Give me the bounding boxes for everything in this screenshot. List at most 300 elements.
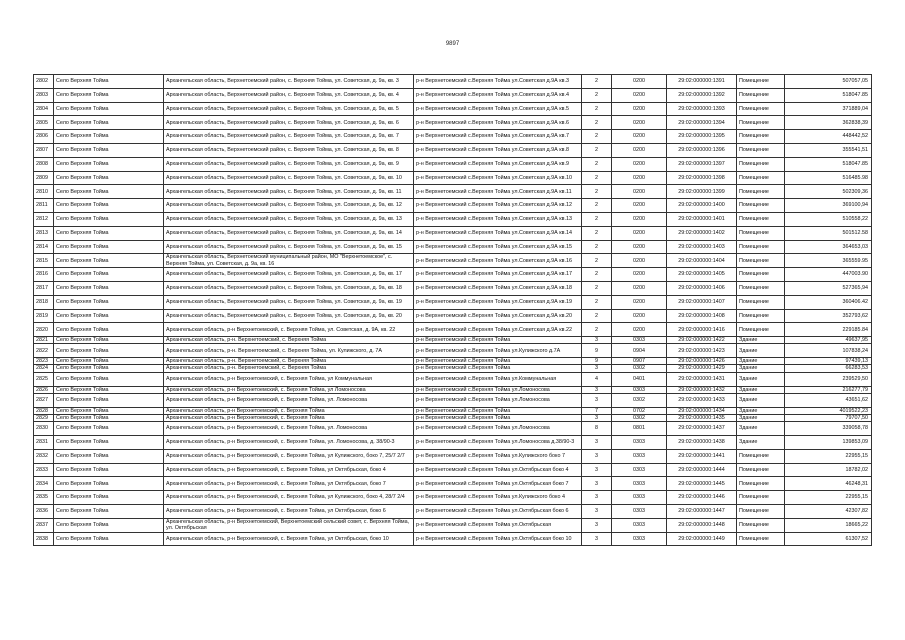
group-code-cell: 2 [582,102,612,116]
registered-address-cell: р-н Верхнетоемский с.Верхняя Тойма ул.Кулижского д.7А [414,344,582,358]
address-cell: Архангельская область, р-н Верхнетоемский, с. Верхняя Тойма [164,407,414,414]
address-cell: Архангельская область, р-н. Верхнетоемский, с. Верхняя Тойма [164,358,414,365]
table-row [34,143,872,157]
cadastral-number-cell: 29:02:000000:1433 [667,393,737,407]
registered-address-cell: р-н Верхнетоемский с.Верхняя Тойма ул.Советская д.9А кв.14 [414,226,582,240]
registered-address-cell: р-н Верхнетоемский с.Верхняя Тойма ул.Кулижского боко 4 [414,491,582,505]
settlement-cell: Село Верхняя Тойма [54,386,164,393]
address-cell: Архангельская область, Верхнетоемский муниципальный район, МО "Верхнетоемское", с. Верхняя Тойма, ул. Советская, д. 9а, кв. 16 [164,254,414,268]
settlement-cell: Село Верхняя Тойма [54,171,164,185]
row-number-cell: 2809 [34,171,54,185]
cadastral-value-cell: 364653,03 [785,240,872,254]
row-number-cell: 2822 [34,344,54,358]
table-row [34,365,872,372]
table-row [34,414,872,421]
object-type-cell: Здание [737,372,785,386]
object-type-cell: Здание [737,365,785,372]
type-code-cell: 0200 [612,268,667,282]
type-code-cell: 0302 [612,393,667,407]
row-number-cell: 2810 [34,185,54,199]
object-type-cell: Помещение [737,518,785,532]
object-type-cell: Помещение [737,102,785,116]
registered-address-cell: р-н Верхнетоемский с.Верхняя Тойма ул.Октябрьская боко 6 [414,504,582,518]
row-number-cell: 2825 [34,372,54,386]
row-number-cell: 2813 [34,226,54,240]
group-code-cell: 3 [582,532,612,546]
table-row [34,295,872,309]
registered-address-cell: р-н Верхнетоемский с.Верхняя Тойма ул.Советская д.9А кв.17 [414,268,582,282]
object-type-cell: Помещение [737,75,785,89]
table-row [34,386,872,393]
registered-address-cell: р-н Верхнетоемский с.Верхняя Тойма ул.Советская д.9А кв.19 [414,295,582,309]
type-code-cell: 0200 [612,143,667,157]
settlement-cell: Село Верхняя Тойма [54,212,164,226]
cadastral-number-cell: 29:02:000000:1447 [667,504,737,518]
address-cell: Архангельская область, Верхнетоемский район, с. Верхняя Тойма, ул. Советская, д. 9а, кв. 14 [164,226,414,240]
address-cell: Архангельская область, Верхнетоемский район, с. Верхняя Тойма, ул. Советская, д. 9а, кв. 5 [164,102,414,116]
row-number-cell: 2806 [34,130,54,144]
cadastral-number-cell: 29:02:000000:1406 [667,281,737,295]
row-number-cell: 2818 [34,295,54,309]
type-code-cell: 0200 [612,199,667,213]
cadastral-number-cell: 29:02:000000:1393 [667,102,737,116]
type-code-cell: 0302 [612,414,667,421]
table-row [34,88,872,102]
object-type-cell: Здание [737,337,785,344]
group-code-cell: 2 [582,171,612,185]
group-code-cell: 3 [582,435,612,449]
type-code-cell: 0303 [612,477,667,491]
table-row [34,323,872,337]
cadastral-value-cell: 97439,13 [785,358,872,365]
address-cell: Архангельская область, Верхнетоемский район, с. Верхняя Тойма, ул. Советская, д. 9а, кв. 17 [164,268,414,282]
row-number-cell: 2811 [34,199,54,213]
settlement-cell: Село Верхняя Тойма [54,344,164,358]
group-code-cell: 2 [582,75,612,89]
settlement-cell: Село Верхняя Тойма [54,143,164,157]
table-row [34,102,872,116]
address-cell: Архангельская область, Верхнетоемский район, с. Верхняя Тойма, ул. Советская, д. 9а, кв. 4 [164,88,414,102]
row-number-cell: 2837 [34,518,54,532]
table-row [34,393,872,407]
row-number-cell: 2833 [34,463,54,477]
row-number-cell: 2807 [34,143,54,157]
group-code-cell: 7 [582,407,612,414]
cadastral-number-cell: 29:02:000000:1434 [667,407,737,414]
cadastral-number-cell: 29:02:000000:1392 [667,88,737,102]
object-type-cell: Здание [737,386,785,393]
row-number-cell: 2804 [34,102,54,116]
table-row [34,75,872,89]
object-type-cell: Здание [737,393,785,407]
cadastral-number-cell: 29:02:000000:1444 [667,463,737,477]
cadastral-value-cell: 355541,51 [785,143,872,157]
type-code-cell: 0303 [612,532,667,546]
address-cell: Архангельская область, р-н Верхнетоемский, с. Верхняя Тойма, ул Кулижского, боко 7, 25/7 2/7 [164,449,414,463]
row-number-cell: 2835 [34,491,54,505]
type-code-cell: 0303 [612,463,667,477]
registered-address-cell: р-н Верхнетоемский с.Верхняя Тойма ул.Коммунальная [414,372,582,386]
settlement-cell: Село Верхняя Тойма [54,532,164,546]
object-type-cell: Помещение [737,185,785,199]
cadastral-value-cell: 352793,62 [785,309,872,323]
object-type-cell: Помещение [737,532,785,546]
address-cell: Архангельская область, р-н Верхнетоемский, с. Верхняя Тойма, ул. Ломоносова, д. 38/90-3 [164,435,414,449]
row-number-cell: 2834 [34,477,54,491]
group-code-cell: 2 [582,268,612,282]
row-number-cell: 2820 [34,323,54,337]
cadastral-number-cell: 29:02:000000:1402 [667,226,737,240]
settlement-cell: Село Верхняя Тойма [54,130,164,144]
object-type-cell: Помещение [737,240,785,254]
cadastral-value-cell: 43651,62 [785,393,872,407]
cadastral-value-cell: 216277,79 [785,386,872,393]
registered-address-cell: р-н Верхнетоемский с.Верхняя Тойма ул.Советская д.9А кв.9 [414,157,582,171]
settlement-cell: Село Верхняя Тойма [54,358,164,365]
table-row [34,281,872,295]
group-code-cell: 3 [582,365,612,372]
type-code-cell: 0303 [612,435,667,449]
address-cell: Архангельская область, р-н Верхнетоемский, Верхнетоемский сельский совет, с. Верхняя Тойма, ул. Октябрьская [164,518,414,532]
cadastral-value-cell: 518047.85 [785,88,872,102]
row-number-cell: 2802 [34,75,54,89]
cadastral-number-cell: 29:02:000000:1400 [667,199,737,213]
cadastral-number-cell: 29:02:000000:1435 [667,414,737,421]
group-code-cell: 3 [582,414,612,421]
settlement-cell: Село Верхняя Тойма [54,414,164,421]
type-code-cell: 0303 [612,491,667,505]
settlement-cell: Село Верхняя Тойма [54,372,164,386]
cadastral-number-cell: 29:02:000000:1446 [667,491,737,505]
address-cell: Архангельская область, Верхнетоемский район, с. Верхняя Тойма, ул. Советская, д. 9а, кв. 3 [164,75,414,89]
cadastral-number-cell: 29:02:000000:1432 [667,386,737,393]
cadastral-value-cell: 18665,22 [785,518,872,532]
row-number-cell: 2805 [34,116,54,130]
address-cell: Архангельская область, р-н. Верхнетоемский, с. Верхняя Тойма [164,365,414,372]
group-code-cell: 2 [582,323,612,337]
table-row [34,491,872,505]
registered-address-cell: р-н Верхнетоемский с.Верхняя Тойма ул.Советская д.9А кв.3 [414,75,582,89]
table-row [34,504,872,518]
settlement-cell: Село Верхняя Тойма [54,449,164,463]
table-row [34,477,872,491]
type-code-cell: 0904 [612,344,667,358]
settlement-cell: Село Верхняя Тойма [54,254,164,268]
cadastral-value-cell: 365559.95 [785,254,872,268]
object-type-cell: Помещение [737,171,785,185]
registered-address-cell: р-н Верхнетоемский с.Верхняя Тойма ул.Кулижского боко 7 [414,449,582,463]
address-cell: Архангельская область, р-н Верхнетоемский, с. Верхняя Тойма, ул Октябрьская, боко 10 [164,532,414,546]
group-code-cell: 2 [582,199,612,213]
group-code-cell: 3 [582,477,612,491]
cadastral-value-cell: 510558,22 [785,212,872,226]
object-type-cell: Помещение [737,226,785,240]
settlement-cell: Село Верхняя Тойма [54,365,164,372]
registered-address-cell: р-н Верхнетоемский с.Верхняя Тойма ул.Советская д.9А кв.10 [414,171,582,185]
table-row [34,435,872,449]
settlement-cell: Село Верхняя Тойма [54,240,164,254]
page-number: 9897 [445,41,460,47]
registered-address-cell: р-н Верхнетоемский с.Верхняя Тойма ул.Советская д.9А кв.4 [414,88,582,102]
row-number-cell: 2803 [34,88,54,102]
cadastral-number-cell: 29:02:000000:1422 [667,337,737,344]
settlement-cell: Село Верхняя Тойма [54,518,164,532]
cadastral-value-cell: 501512.58 [785,226,872,240]
row-number-cell: 2817 [34,281,54,295]
settlement-cell: Село Верхняя Тойма [54,463,164,477]
address-cell: Архангельская область, Верхнетоемский район, с. Верхняя Тойма, ул. Советская, д. 9а, кв. 18 [164,281,414,295]
group-code-cell: 2 [582,143,612,157]
registered-address-cell: р-н Верхнетоемский с.Верхняя Тойма ул.Советская д.9А кв.18 [414,281,582,295]
cadastral-number-cell: 29:02:000000:1429 [667,365,737,372]
table-row [34,344,872,358]
group-code-cell: 3 [582,386,612,393]
cadastral-value-cell: 339058,78 [785,422,872,436]
group-code-cell: 8 [582,422,612,436]
table-row [34,337,872,344]
row-number-cell: 2814 [34,240,54,254]
group-code-cell: 3 [582,393,612,407]
cadastral-number-cell: 29:02:000000:1426 [667,358,737,365]
type-code-cell: 0303 [612,518,667,532]
row-number-cell: 2838 [34,532,54,546]
settlement-cell: Село Верхняя Тойма [54,491,164,505]
type-code-cell: 0200 [612,75,667,89]
type-code-cell: 0303 [612,449,667,463]
settlement-cell: Село Верхняя Тойма [54,477,164,491]
row-number-cell: 2816 [34,268,54,282]
object-type-cell: Помещение [737,143,785,157]
cadastral-number-cell: 29:02:000000:1403 [667,240,737,254]
group-code-cell: 2 [582,212,612,226]
group-code-cell: 9 [582,358,612,365]
row-number-cell: 2823 [34,358,54,365]
group-code-cell: 4 [582,372,612,386]
table-row [34,185,872,199]
object-type-cell: Здание [737,407,785,414]
address-cell: Архангельская область, р-н Верхнетоемский, с. Верхняя Тойма, ул. Советская, д. 9А, кв. 22 [164,323,414,337]
settlement-cell: Село Верхняя Тойма [54,337,164,344]
object-type-cell: Помещение [737,116,785,130]
object-type-cell: Помещение [737,130,785,144]
address-cell: Архангельская область, р-н Верхнетоемский, с. Верхняя Тойма, ул. Ломоносова [164,422,414,436]
object-type-cell: Помещение [737,309,785,323]
registered-address-cell: р-н Верхнетоемский с.Верхняя Тойма ул.Ломоносова [414,393,582,407]
address-cell: Архангельская область, р-н Верхнетоемский, с. Верхняя Тойма, ул Ломоносова [164,386,414,393]
cadastral-number-cell: 29:02:000000:1398 [667,171,737,185]
address-cell: Архангельская область, р-н. Верхнетоемский, с. Верхняя Тойма [164,337,414,344]
group-code-cell: 9 [582,344,612,358]
registered-address-cell: р-н Верхнетоемский с.Верхняя Тойма ул.Ломоносова д.38/90-3 [414,435,582,449]
object-type-cell: Помещение [737,199,785,213]
registered-address-cell: р-н Верхнетоемский с.Верхняя Тойма ул.Советская д.9А кв.22 [414,323,582,337]
registered-address-cell: р-н Верхнетоемский с.Верхняя Тойма ул.Советская д.9А кв.11 [414,185,582,199]
cadastral-number-cell: 29:02:000000:1437 [667,422,737,436]
object-type-cell: Помещение [737,157,785,171]
table-row [34,358,872,365]
row-number-cell: 2828 [34,407,54,414]
object-type-cell: Помещение [737,295,785,309]
object-type-cell: Помещение [737,477,785,491]
cadastral-number-cell: 29:02:000000:1395 [667,130,737,144]
group-code-cell: 2 [582,309,612,323]
cadastral-value-cell: 18782,02 [785,463,872,477]
settlement-cell: Село Верхняя Тойма [54,226,164,240]
registered-address-cell: р-н Верхнетоемский с.Верхняя Тойма ул.Октябрьская боко 4 [414,463,582,477]
group-code-cell: 2 [582,295,612,309]
registered-address-cell: р-н Верхнетоемский с.Верхняя Тойма [414,365,582,372]
cadastral-value-cell: 139853,09 [785,435,872,449]
row-number-cell: 2821 [34,337,54,344]
group-code-cell: 3 [582,504,612,518]
settlement-cell: Село Верхняя Тойма [54,268,164,282]
table-row [34,372,872,386]
object-type-cell: Здание [737,358,785,365]
settlement-cell: Село Верхняя Тойма [54,309,164,323]
cadastral-value-cell: 447003.90 [785,268,872,282]
cadastral-number-cell: 29:02:000000:1448 [667,518,737,532]
row-number-cell: 2819 [34,309,54,323]
settlement-cell: Село Верхняя Тойма [54,435,164,449]
object-type-cell: Помещение [737,212,785,226]
cadastral-value-cell: 107838,24 [785,344,872,358]
address-cell: Архангельская область, Верхнетоемский район, с. Верхняя Тойма, ул. Советская, д. 9а, кв. 19 [164,295,414,309]
row-number-cell: 2827 [34,393,54,407]
settlement-cell: Село Верхняя Тойма [54,199,164,213]
cadastral-value-cell: 362838,39 [785,116,872,130]
object-type-cell: Помещение [737,491,785,505]
address-cell: Архангельская область, Верхнетоемский район, с. Верхняя Тойма, ул. Советская, д. 9а, кв. 8 [164,143,414,157]
row-number-cell: 2836 [34,504,54,518]
cadastral-number-cell: 29:02:000000:1407 [667,295,737,309]
table-row [34,157,872,171]
address-cell: Архангельская область, Верхнетоемский район, с. Верхняя Тойма, ул. Советская, д. 9а, кв. 10 [164,171,414,185]
table-row [34,199,872,213]
registered-address-cell: р-н Верхнетоемский с.Верхняя Тойма ул.Советская д.9А кв.16 [414,254,582,268]
group-code-cell: 3 [582,449,612,463]
group-code-cell: 3 [582,463,612,477]
registered-address-cell: р-н Верхнетоемский с.Верхняя Тойма ул.Октябрьская боко 10 [414,532,582,546]
settlement-cell: Село Верхняя Тойма [54,295,164,309]
settlement-cell: Село Верхняя Тойма [54,116,164,130]
cadastral-number-cell: 29:02:000000:1404 [667,254,737,268]
settlement-cell: Село Верхняя Тойма [54,504,164,518]
cadastral-value-cell: 369100,94 [785,199,872,213]
cadastral-value-cell: 79707,50 [785,414,872,421]
object-type-cell: Помещение [737,449,785,463]
cadastral-value-cell: 371889,04 [785,102,872,116]
table-row [34,254,872,268]
cadastral-value-cell: 360406.42 [785,295,872,309]
table-row [34,309,872,323]
table-row [34,171,872,185]
registered-address-cell: р-н Верхнетоемский с.Верхняя Тойма ул.Октябрьская [414,518,582,532]
row-number-cell: 2812 [34,212,54,226]
group-code-cell: 2 [582,281,612,295]
cadastral-number-cell: 29:02:000000:1397 [667,157,737,171]
type-code-cell: 0200 [612,323,667,337]
row-number-cell: 2808 [34,157,54,171]
address-cell: Архангельская область, р-н. Верхнетоемский, с. Верхняя Тойма, ул. Кулижского, д. 7А [164,344,414,358]
cadastral-number-cell: 29:02:000000:1408 [667,309,737,323]
address-cell: Архангельская область, Верхнетоемский район, с. Верхняя Тойма, ул. Советская, д. 9а, кв. 13 [164,212,414,226]
address-cell: Архангельская область, р-н Верхнетоемский, с. Верхняя Тойма, ул Октябрьская, боко 7 [164,477,414,491]
registered-address-cell: р-н Верхнетоемский с.Верхняя Тойма ул.Октябрьская боко 7 [414,477,582,491]
type-code-cell: 0200 [612,240,667,254]
address-cell: Архангельская область, Верхнетоемский район, с. Верхняя Тойма, ул. Советская, д. 9а, кв. 12 [164,199,414,213]
type-code-cell: 0303 [612,337,667,344]
cadastral-number-cell: 29:02:000000:1396 [667,143,737,157]
type-code-cell: 0801 [612,422,667,436]
group-code-cell: 3 [582,518,612,532]
object-type-cell: Помещение [737,463,785,477]
cadastral-number-cell: 29:02:000000:1441 [667,449,737,463]
cadastral-value-cell: 518047.85 [785,157,872,171]
table-row [34,212,872,226]
row-number-cell: 2831 [34,435,54,449]
registered-address-cell: р-н Верхнетоемский с.Верхняя Тойма ул.Советская д.9А кв.7 [414,130,582,144]
cadastral-number-cell: 29:02:000000:1416 [667,323,737,337]
cadastral-number-cell: 29:02:000000:1391 [667,75,737,89]
registered-address-cell: р-н Верхнетоемский с.Верхняя Тойма ул.Ломоносова [414,422,582,436]
registry-body [34,75,872,546]
registered-address-cell: р-н Верхнетоемский с.Верхняя Тойма ул.Советская д.9А кв.6 [414,116,582,130]
type-code-cell: 0200 [612,281,667,295]
type-code-cell: 0200 [612,226,667,240]
type-code-cell: 0200 [612,116,667,130]
address-cell: Архангельская область, Верхнетоемский район, с. Верхняя Тойма, ул. Советская, д. 9а, кв. 6 [164,116,414,130]
table-row [34,268,872,282]
object-type-cell: Помещение [737,504,785,518]
address-cell: Архангельская область, Верхнетоемский район, с. Верхняя Тойма, ул. Советская, д. 9а, кв. 9 [164,157,414,171]
settlement-cell: Село Верхняя Тойма [54,407,164,414]
group-code-cell: 3 [582,491,612,505]
object-type-cell: Здание [737,422,785,436]
type-code-cell: 0200 [612,212,667,226]
group-code-cell: 2 [582,185,612,199]
cadastral-number-cell: 29:02:000000:1399 [667,185,737,199]
registered-address-cell: р-н Верхнетоемский с.Верхняя Тойма [414,358,582,365]
row-number-cell: 2826 [34,386,54,393]
address-cell: Архангельская область, р-н Верхнетоемский, с. Верхняя Тойма, ул. Ломоносова [164,393,414,407]
registered-address-cell: р-н Верхнетоемский с.Верхняя Тойма [414,407,582,414]
row-number-cell: 2830 [34,422,54,436]
cadastral-value-cell: 22955,15 [785,491,872,505]
cadastral-number-cell: 29:02:000000:1394 [667,116,737,130]
address-cell: Архангельская область, р-н Верхнетоемский, с. Верхняя Тойма, ул Коммунальная [164,372,414,386]
table-row [34,240,872,254]
row-number-cell: 2829 [34,414,54,421]
type-code-cell: 0200 [612,130,667,144]
cadastral-value-cell: 61307,52 [785,532,872,546]
settlement-cell: Село Верхняя Тойма [54,422,164,436]
address-cell: Архангельская область, Верхнетоемский район, с. Верхняя Тойма, ул. Советская, д. 9а, кв. 11 [164,185,414,199]
group-code-cell: 2 [582,157,612,171]
group-code-cell: 2 [582,254,612,268]
group-code-cell: 3 [582,337,612,344]
cadastral-value-cell: 527365,94 [785,281,872,295]
address-cell: Архангельская область, Верхнетоемский район, с. Верхняя Тойма, ул. Советская, д. 9а, кв. 15 [164,240,414,254]
table-row [34,226,872,240]
registered-address-cell: р-н Верхнетоемский с.Верхняя Тойма ул.Советская д.9А кв.8 [414,143,582,157]
type-code-cell: 0702 [612,407,667,414]
object-type-cell: Помещение [737,323,785,337]
address-cell: Архангельская область, р-н Верхнетоемский, с. Верхняя Тойма, ул Октябрьская, боко 6 [164,504,414,518]
cadastral-number-cell: 29:02:000000:1401 [667,212,737,226]
object-type-cell: Помещение [737,281,785,295]
cadastral-value-cell: 66283,53 [785,365,872,372]
settlement-cell: Село Верхняя Тойма [54,102,164,116]
